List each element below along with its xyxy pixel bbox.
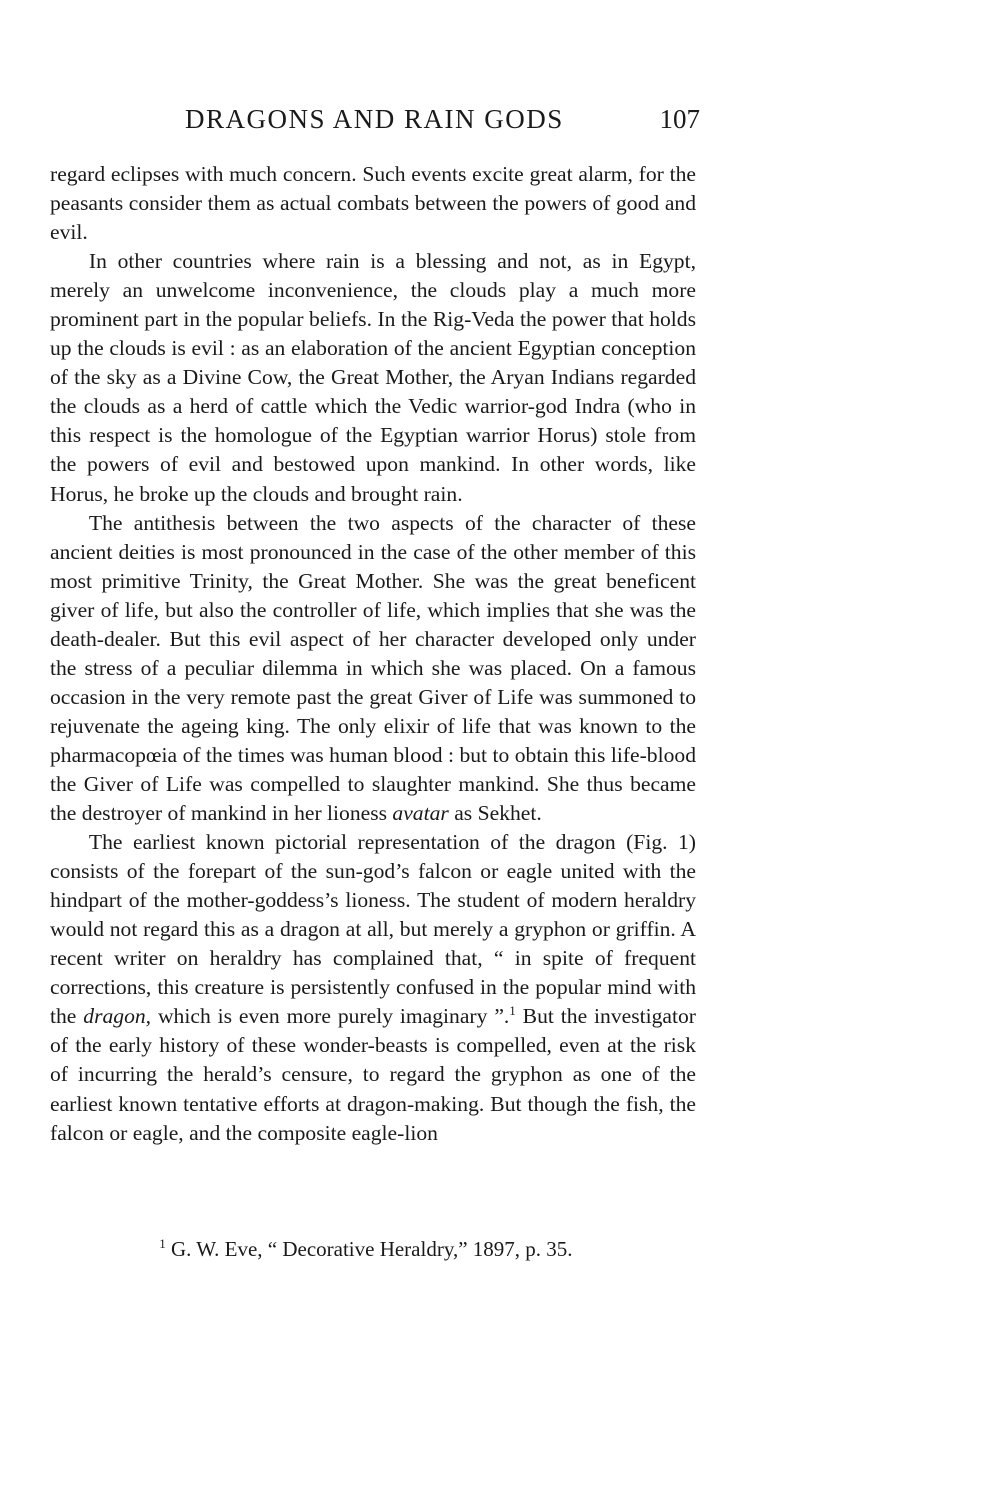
paragraph-2 <box>50 247 696 508</box>
paragraph-1-text: regard eclipses with much concern. Such events excite great alarm, for the peasants consider them as actual combats between the powers of good and evil. <box>50 162 696 245</box>
page-number: 107 <box>659 104 700 134</box>
paragraph-4-middle: which is even more purely imaginary ”. <box>151 1004 510 1029</box>
paragraph-4-end: But the investigator of the early history of these wonder-beasts is compelled, even at the risk of incurring the herald’s censure, to regard the gryphon as one of the earliest known tentative efforts at dragon-making. But though the fish, the falcon or eagle, and the composite eagle-lion <box>50 1004 696 1145</box>
footnote <box>50 1237 696 1262</box>
paragraph-4-text: The earliest known pictorial representation of the dragon (Fig. 1) consists of the forepart of the sun-god’s falcon or eagle united with the hindpart of the mother-goddess’s lioness. The student of modern heraldry would not regard this as a dragon at all, but merely a gryphon or griffin. A recent writer on heraldry has complained that, “ in spite of frequent corrections, this creature is persistently confused in the popular mind with the <box>50 830 696 1029</box>
paragraph-2-text: In other countries where rain is a blessing and not, as in Egypt, merely an unwelcome inconvenience, the clouds play a much more prominent part in the popular beliefs. In the Rig-Veda the power that holds up the clouds is evil : as an elaboration of the ancient Egyptian conception of the sky as a Divine Cow, the Great Mother, the Aryan Indians regarded the clouds as a herd of cattle which the Vedic warrior-god Indra (who in this respect is the homologue of the Egyptian warrior Horus) stole from the powers of evil and bestowed upon mankind. In other words, like Horus, he broke up the clouds and brought rain. <box>50 249 696 506</box>
paragraph-1 <box>50 160 696 247</box>
paragraph-3-end: as Sekhet. <box>448 801 542 826</box>
avatar-term: avatar <box>392 801 449 826</box>
footnote-mark: 1 <box>159 1236 166 1251</box>
running-header <box>185 104 700 144</box>
footnote-reference[interactable]: 1 <box>509 1003 516 1019</box>
paragraph-4 <box>50 828 696 1148</box>
paragraph-3-text: The antithesis between the two aspects of the character of these ancient deities is most pronounced in the case of the other member of this most primitive Trinity, the Great Mother. She was the great beneficent giver of life, but also the controller of life, which implies that she was the death-dealer. But this evil aspect of her character developed only under the stress of a peculiar dilemma in which she was placed. On a famous occasion in the very remote past the great Giver of Life was summoned to rejuvenate the ageing king. The only elixir of life that was known to the pharmacopœia of the times was human blood : but to obtain this life-blood the Giver of Life was compelled to slaughter mankind. She thus became the destroyer of mankind in her lioness <box>50 510 696 826</box>
running-title: DRAGONS AND RAIN GODS <box>185 104 564 134</box>
paragraph-3 <box>50 509 696 829</box>
dragon-term: dragon, <box>83 1004 152 1029</box>
body-text <box>50 160 696 1148</box>
footnote-text: G. W. Eve, “ Decorative Heraldry,” 1897, p. 35. <box>165 1237 573 1261</box>
